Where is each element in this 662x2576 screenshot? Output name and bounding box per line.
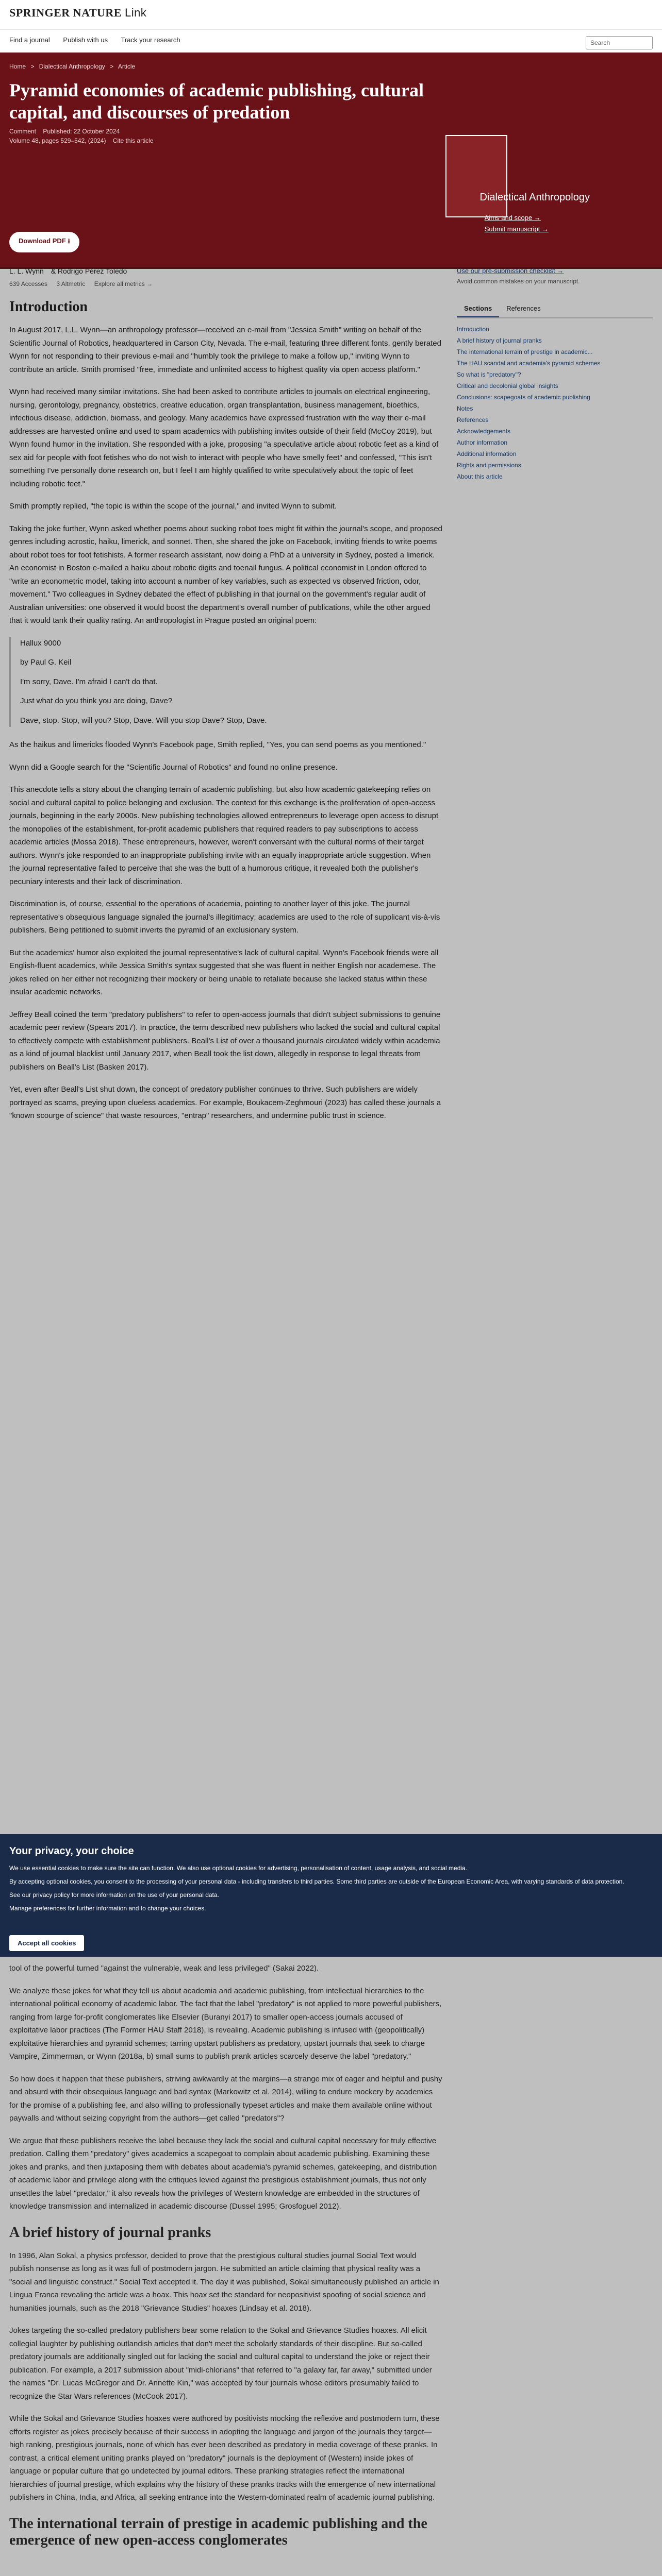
- paragraph: Wynn had received many similar invitations. She had been asked to contribute articles to journals on electrical engineering, nursing, gerontology, pregnancy, obstetrics, creative education, organ transplantation, business management, bioethics, infectious disease, addiction, biomass, and geology. Many academics have expressed frustration with the way their e-mail addresses are harvested online and used to spam academics with publishing invites outside of their field (McCoy 2019), but Wynn found humor in the invitation. She responded with a joke, proposing "a speculative article about robotic feet as a kind of sex aid for people with foot fetishes who do not wish to interact with people who have smelly feet" and confessed, "This isn't something I've personally done research on, but I feel I am highly qualified to write speculatively about the topic of feet including robotic feet.": [9, 387, 439, 488]
- paragraph: While the Sokal and Grievance Studies hoaxes were authored by positivists mocking the reflexive and postmodern turn, these efforts register as jokes precisely because of their success in adopting the language and jargon of the journals they target—high ranking, prestigious journals, none of which has ever been described as predatory in media coverage of these pranks. In contrast, a critical element uniting pranks played on "predatory" journals is the deployment of (Western) inside jokes of language or popular culture that go undetected by journal editors. These pranking strategies reflect the international hierarchies of journal prestige, which explains why the history of these pranks tracks with the emergence of new international publishers in China, India, and Africa, all seeking entrance into the Western-dominated realm of academic journal publishing.: [9, 2414, 440, 2502]
- paragraph: This anecdote tells a story about the changing terrain of academic publishing, but also how academic gatekeeping relies on social and cultural capital to police belonging and exclusion. The context for this exchange is the proliferation of open-access journals, beginning in the early 2000s. New publishing technologies allowed entrepreneurs to leverage open access to disrupt the monopolies of the establishment, for-profit academic publishers that required readers to pay subscriptions to access academic articles (Mossa 2018). These entrepreneurs, however, weren't conversant with the cultural norms of their target authors. Wynn's joke responded to an inappropriate publishing invite with an equally inappropriate article suggestion. When the journal representative failed to perceive that she was the butt of a humorous critique, it revealed both the publisher's pecuniary interests and their lack of discrimination.: [9, 785, 439, 886]
- article-type: Comment: [9, 128, 37, 135]
- breadcrumb-sep: >: [30, 63, 35, 70]
- paragraph: As the haikus and limericks flooded Wynn's Facebook page, Smith replied, "Yes, you can send poems as you mentioned.": [9, 740, 426, 749]
- logo-text: SPRINGER NATURE: [9, 6, 122, 19]
- toc-item[interactable]: Notes: [457, 405, 473, 412]
- checklist-link[interactable]: Use our pre-submission checklist →: [457, 267, 564, 275]
- journal-name[interactable]: Dialectical Anthropology: [479, 192, 590, 203]
- sidebar-tabs: [457, 300, 653, 318]
- explore-metrics-link[interactable]: Explore all metrics →: [94, 280, 153, 287]
- toc-item[interactable]: The HAU scandal and academia's pyramid schemes: [457, 360, 601, 367]
- consent-text: By accepting optional cookies, you consent to the processing of your personal data - including transfers to third parties. Some third parties are outside of the European Economic Area, with varying standards of data protection.: [9, 1878, 624, 1885]
- page-title: Pyramid economies of academic publishing, cultural capital, and discourses of predation: [9, 80, 424, 123]
- toc-item[interactable]: Critical and decolonial global insights: [457, 382, 558, 389]
- poem-author: by Paul G. Keil: [20, 658, 72, 667]
- paragraph: So how does it happen that these publishers, striving awkwardly at the margins—a strange mix of eager and helpful and pushy and absurd with their obsequious language and bad syntax (Markowitz et al. 2014), willing to endure mockery by academics for the promise of a publishing fee, and also willing to professionally typeset articles and make them available online without paywalls and without seizing copyright from the authors—get called "predators"?: [9, 2074, 442, 2123]
- article-hero: [0, 53, 662, 269]
- paragraph: Smith promptly replied, "the topic is within the scope of the journal," and invited Wynn to submit.: [9, 502, 337, 511]
- consent-title: Your privacy, your choice: [9, 1845, 134, 1857]
- paragraph: In August 2017, L.L. Wynn—an anthropology professor—received an e-mail from "Jessica Smith" writing on behalf of the Scientific Journal of Robotics, headquartered in Carson City, Nevada. The e-mail, featuring three different fonts, gently berated Wynn for not responding to their previous e-mail and "humbly took the privilege to make a follow up," inviting Wynn to contribute an article. Smith promised "free, immediate and unlimited access to highest quality via open access platform.": [9, 326, 441, 374]
- paragraph: But the academics' humor also exploited the journal representative's lack of cultural capital. Wynn's Facebook friends were all English-fluent academics, while Jessica Smith's syntax suggested that she was fluent in neither English nor academese. The jokes relied on her either not recognizing their mockery or being unable to retaliate because she lacked status within these insular academic networks.: [9, 948, 439, 996]
- author-link[interactable]: L. L. Wynn: [9, 267, 44, 275]
- toc-item[interactable]: Author information: [457, 439, 508, 446]
- poem-line: Just what do you think you are doing, Dave?: [20, 697, 173, 705]
- toc-item[interactable]: The international terrain of prestige in academic...: [457, 348, 593, 355]
- toc-item[interactable]: So what is "predatory"?: [457, 371, 521, 378]
- paragraph: Yet, even after Beall's List shut down, the concept of predatory publisher continues to thrive. Such publishers are widely portrayed as scams, preying upon clueless academics. For example, Boukacem-Zeghmouri (2023) has called these journals a "known scourge of science" that waste resources, "entrap" researchers, and undermine public trust in science.: [9, 1085, 441, 1120]
- paragraph: Wynn did a Google search for the "Scientific Journal of Robotics" and found no online presence.: [9, 762, 338, 772]
- toc-item[interactable]: Rights and permissions: [457, 462, 521, 469]
- section-heading: A brief history of journal pranks: [9, 2224, 211, 2241]
- paragraph: We analyze these jokes for what they tell us about academia and academic publishing, from intellectual hierarchies to the international political economy of academic labor. The fact that the label "predatory" is not applied to more powerful publishers, ranging from large for-profit conglomerates like Elsevier (Buranyi 2017) to smaller open-access journals accused of exploitative labor practices (The Former HAU Staff 2018), is revealing. Academic publishing is infused with (geopolitically) exploitative hierarchies and pyramid schemes; tarring upstart publishers as predatory, upstart journals that seek to charge Vampire, Zimmerman, or Wynn (2018a, b) small sums to publish prank articles scarcely deserve the label "predatory.": [9, 1986, 442, 2061]
- download-pdf-button[interactable]: Download PDF ⭳: [9, 232, 79, 252]
- breadcrumb-journal[interactable]: Dialectical Anthropology: [39, 63, 105, 70]
- paragraph: Jokes targeting the so-called predatory publishers bear some relation to the Sokal and Grievance Studies hoaxes. All elicit collegial laughter by publishing outlandish articles that don't meet the scholarly standards of their discipline. But so-called predatory journals are additionally singled out for lacking the social and cultural capital to understand the joke or reject their publication. For example, a 2017 submission about "midi-chlorians" that referred to "a galaxy far, far away," submitted under the names "Dr. Lucas McGregor and Dr. Annette Kin," was accepted by four journals whose editors presumably failed to recognize the Star Wars references (McCook 2017).: [9, 2326, 432, 2401]
- toc-item[interactable]: About this article: [457, 473, 503, 480]
- breadcrumb-article: Article: [118, 63, 136, 70]
- paragraph: We argue that these publishers receive the label because they lack the social and cultural capital necessary for truly effective predation. Calling them "predatory" gives academics a scapegoat to complain about academic publishing. Examining these jokes and pranks, and then juxtaposing them with debates about academia's pyramid schemes, gatekeeping, and distribution of academic labor and privilege along with the critiques levied against the prestigious establishment journals, thus not only unsettles the label "predator," it also reveals how the privileges of Western knowledge are embedded in the structures of knowledge transmission and internalized in academic discourse (Dussel 1995; Grosfoguel 2012).: [9, 2136, 437, 2211]
- paragraph: tool of the powerful turned "against the vulnerable, weak and less privileged" (Sakai 2022).: [9, 1964, 319, 1973]
- toc-item[interactable]: Conclusions: scapegoats of academic publishing: [457, 394, 590, 401]
- poem-line: I'm sorry, Dave. I'm afraid I can't do that.: [20, 677, 158, 686]
- author-link[interactable]: & Rodrigo Pérez Toledo: [51, 267, 127, 275]
- toc-item[interactable]: References: [457, 416, 489, 423]
- metrics: [9, 280, 442, 287]
- journal-links: [485, 212, 549, 235]
- springer-logo[interactable]: [9, 6, 146, 20]
- nav-publish[interactable]: Publish with us: [63, 36, 108, 44]
- cite-link[interactable]: Cite this article: [112, 137, 154, 145]
- article-meta-1: [9, 128, 653, 135]
- poem-line: Dave, stop. Stop, will you? Stop, Dave. Will you stop Dave? Stop, Dave.: [20, 716, 267, 725]
- paragraph: Discrimination is, of course, essential to the operations of academia, pointing to another layer of this joke. The journal representative's obsequious language signaled the journal's illegitimacy; academics are used to the role of supplicant vis-à-vis publishers. Being petitioned to submit inverts the pyramid of an exclusionary system.: [9, 900, 440, 935]
- toc-item[interactable]: Acknowledgements: [457, 428, 511, 435]
- tab-sections[interactable]: Sections: [457, 300, 499, 317]
- site-header: [0, 0, 662, 30]
- breadcrumb-sep: >: [110, 63, 114, 70]
- table-of-contents: [457, 324, 653, 482]
- paragraph: Jeffrey Beall coined the term "predatory publishers" to refer to open-access journals that didn't subject submissions to genuine academic peer review (Spears 2017). In practice, the term described new publishers who lacked the social and cultural capital to effectively compete with establishment publishers. Beall's List of over a thousand journals circulated widely within academia as a kind of journal blacklist until January 2017, when Beall took the list down, allegedly in response to legal threats from publishers on Beall's List (Basken 2017).: [9, 1010, 441, 1072]
- search-input[interactable]: Search: [586, 36, 653, 49]
- cookie-consent-banner: [0, 1834, 662, 1957]
- tab-references[interactable]: References: [506, 304, 541, 312]
- article-body-continued: [9, 1962, 442, 2557]
- altmetric-count: 3 Altmetric: [56, 280, 86, 287]
- consent-text: We use essential cookies to make sure the site can function. We also use optional cookies for advertising, personalisation of content, usage analysis, and social media.: [9, 1865, 468, 1872]
- top-nav: [0, 30, 662, 53]
- toc-item[interactable]: Introduction: [457, 326, 489, 333]
- poem-title: Hallux 9000: [20, 638, 61, 648]
- section-heading: Introduction: [9, 299, 88, 315]
- sidebar: [457, 267, 653, 482]
- poem-block: [9, 637, 442, 727]
- submit-manuscript-link[interactable]: Submit manuscript →: [484, 225, 549, 233]
- logo-sub-text: Link: [124, 6, 147, 19]
- journal-cover-image[interactable]: [445, 135, 507, 217]
- volume-info: Volume 48, pages 529–542, (2024): [9, 137, 106, 145]
- consent-text: See our privacy policy for more information on the use of your personal data.: [9, 1891, 219, 1899]
- nav-track[interactable]: Track your research: [121, 36, 180, 44]
- accept-cookies-button[interactable]: Accept all cookies: [9, 1935, 84, 1951]
- toc-item[interactable]: Additional information: [457, 450, 517, 457]
- breadcrumb-home[interactable]: Home: [9, 63, 26, 70]
- article-meta-2: [9, 137, 653, 144]
- nav-find-journal[interactable]: Find a journal: [9, 36, 50, 44]
- authors: [9, 267, 442, 275]
- manage-preferences-link[interactable]: Manage preferences for further information and to change your choices.: [9, 1905, 206, 1912]
- breadcrumb: [9, 63, 653, 70]
- accesses-count: 639 Accesses: [9, 280, 48, 287]
- section-heading: The international terrain of prestige in academic publishing and the emergence of new open-access conglomerates: [9, 2515, 427, 2548]
- published-date: Published: 22 October 2024: [43, 128, 120, 135]
- checklist-description: Avoid common mistakes on your manuscript.: [457, 278, 580, 285]
- article-body: [9, 267, 442, 1132]
- paragraph: In 1996, Alan Sokal, a physics professor, decided to prove that the prestigious cultural studies journal Social Text would publish nonsense as long as it was full of postmodern jargon. He submitted an article claiming that physical reality was a "social and linguistic construct." Social Text accepted it. The day it was published, Sokal simultaneously published an article in Lingua Franca revealing the article was a hoax. This hoax set the standard for neopositivist spoofing of social science and humanities journals, such as the 2018 "Grievance Studies" hoaxes (Lindsay et al. 2018).: [9, 2251, 439, 2313]
- toc-item[interactable]: A brief history of journal pranks: [457, 337, 542, 344]
- aims-scope-link[interactable]: Aims and scope →: [484, 214, 541, 222]
- paragraph: Taking the joke further, Wynn asked whether poems about sucking robot toes might fit within the journal's scope, and proposed genres including acrostic, haiku, limerick, and sonnet. Then, she shared the joke on Facebook, inviting friends to write poems about robot toes for foot fetishists. A former research assistant, now doing a PhD at a university in Sydney, posted a limerick. An economist in Boston e-mailed a haiku about robotic digits and toenail fungus. A political economist in London offered to "write an econometric model, taking into account a number of key variables, such as expected vs observed friction, odor, movement." Two colleagues in Sydney debated the effect of publishing in that journal on the government's regular audit of Australian universities: one observed it would boost the department's overall number of publications, while the other argued that it would tank their quality rating. An anthropologist in Prague posted an original poem:: [9, 524, 442, 625]
